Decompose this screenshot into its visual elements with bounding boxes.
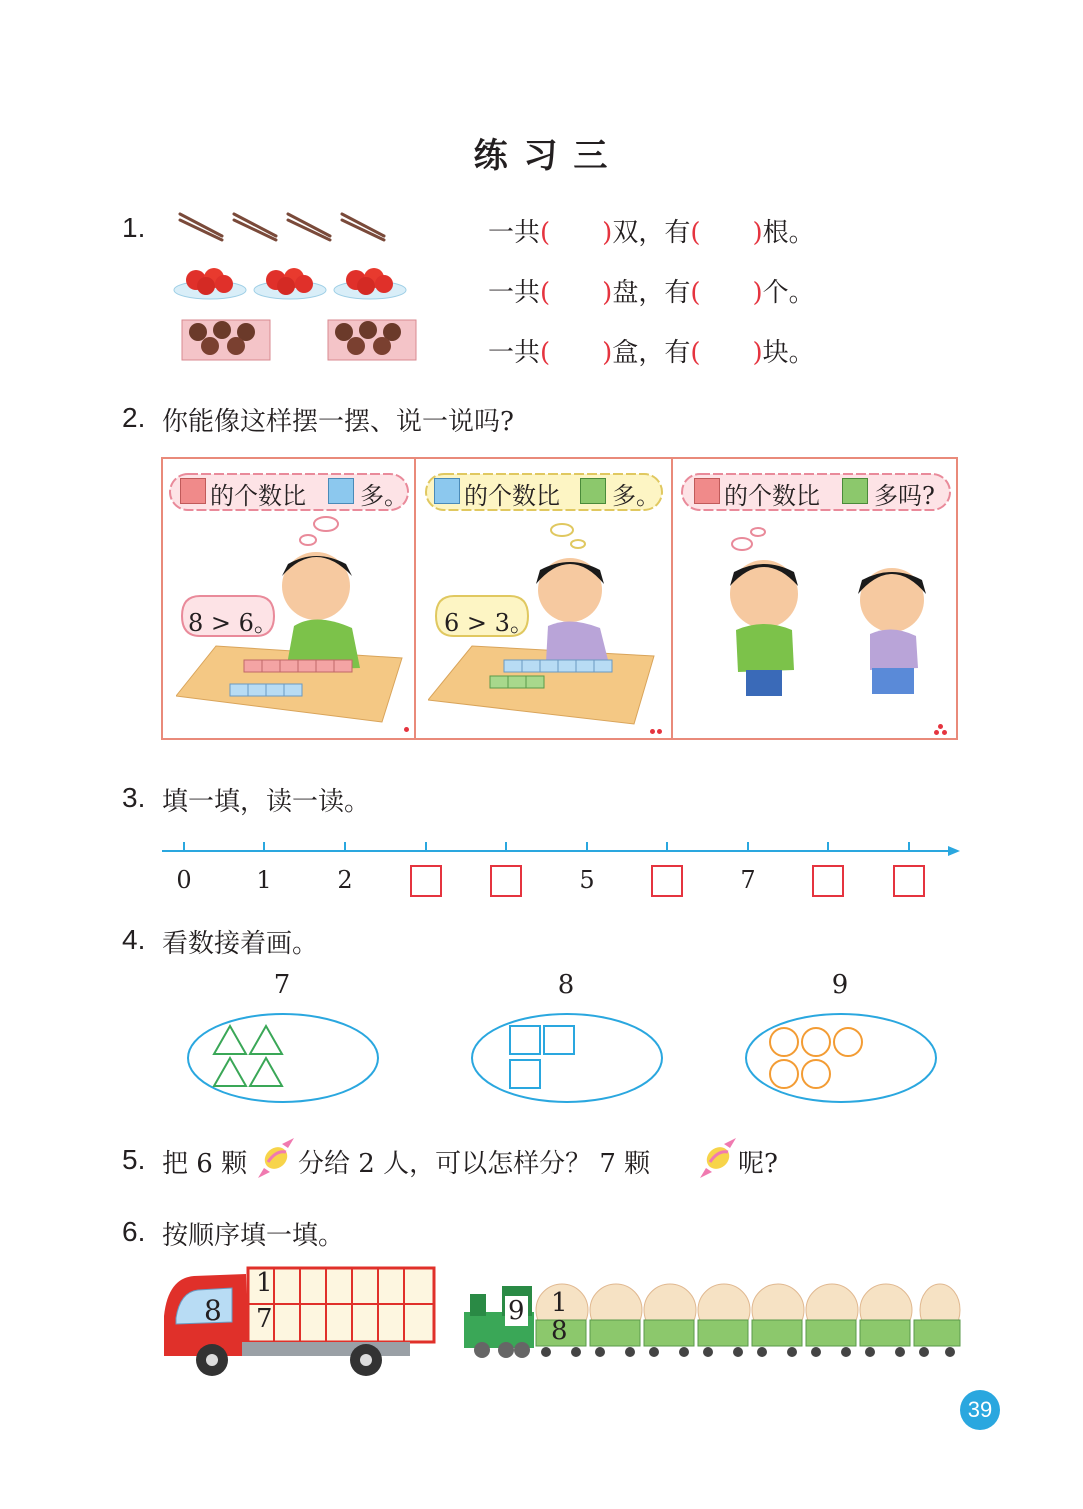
- truck-top-number: 1: [256, 1268, 273, 1298]
- panel-2-bubble-mid: 的个数比: [464, 482, 560, 510]
- question-3-prompt: 填一填，读一读。: [162, 787, 371, 817]
- tomato-plate-icon: [172, 258, 408, 302]
- green-cube-icon: [580, 478, 606, 504]
- number-line: [160, 836, 964, 860]
- square-drawing-area[interactable]: [468, 1010, 666, 1106]
- panel-2-speech: 6 > 3。: [444, 609, 534, 637]
- panel-marker: [657, 729, 662, 734]
- panel-marker: [650, 729, 655, 734]
- number-blank-box[interactable]: [490, 865, 522, 897]
- truck-cab-number: 8: [204, 1294, 222, 1327]
- close-paren: ): [602, 338, 613, 368]
- row-unit: 块。: [762, 338, 815, 368]
- close-paren: ): [752, 218, 763, 248]
- truck-bottom-number: 7: [256, 1304, 273, 1334]
- truck-number-grid[interactable]: [278, 1268, 428, 1340]
- tick-label: 1: [256, 866, 272, 894]
- row-text: 一共: [488, 338, 541, 368]
- circle-drawing-area[interactable]: [742, 1010, 940, 1106]
- cake-box-icon: [178, 312, 418, 364]
- question-5-text-b: 分给 2 人，可以怎样分？ 7 颗: [298, 1149, 651, 1179]
- question-4-prompt: 看数接着画。: [162, 929, 319, 959]
- group-count-label: 8: [557, 970, 575, 1000]
- panel-divider: [671, 458, 673, 739]
- row-unit: 双，有: [612, 218, 691, 248]
- open-paren: (: [540, 338, 551, 368]
- open-paren: (: [690, 218, 701, 248]
- panel-marker: [404, 727, 409, 732]
- row-unit: 根。: [762, 218, 815, 248]
- number-blank-box[interactable]: [410, 865, 442, 897]
- close-paren: ): [602, 218, 613, 248]
- q1-row-cakes: [488, 332, 815, 369]
- question-2-number: 2.: [122, 402, 146, 433]
- pink-cube-icon: [180, 478, 206, 504]
- question-6-number: 6.: [122, 1216, 146, 1247]
- close-paren: ): [752, 278, 763, 308]
- open-paren: (: [540, 278, 551, 308]
- train-illustration: [462, 1280, 962, 1360]
- blue-cube-icon: [434, 478, 460, 504]
- page-number-badge: 39: [960, 1390, 1000, 1430]
- train-engine-number: 9: [505, 1296, 528, 1326]
- triangle-drawing-area[interactable]: [184, 1010, 382, 1106]
- page-title: 练 习 三: [473, 136, 610, 176]
- candy-icon: [698, 1136, 738, 1180]
- question-2-prompt: 你能像这样摆一摆、说一说吗?: [162, 407, 514, 437]
- question-6-prompt: 按顺序填一填。: [162, 1221, 345, 1251]
- panel-marker: [934, 730, 939, 735]
- train-bottom-number: 8: [551, 1316, 568, 1346]
- green-cube-icon: [842, 478, 868, 504]
- question-5-number: 5.: [122, 1144, 146, 1175]
- group-count-label: 7: [273, 970, 291, 1000]
- chopsticks-icon: [176, 208, 390, 244]
- panel-3-bubble-mid: 的个数比: [724, 482, 820, 510]
- panel-1-bubble-mid: 的个数比: [210, 482, 306, 510]
- number-blank-box[interactable]: [812, 865, 844, 897]
- tick-label: 2: [337, 866, 353, 894]
- question-1-number: 1.: [122, 212, 146, 243]
- number-blank-box[interactable]: [651, 865, 683, 897]
- question-3-number: 3.: [122, 782, 146, 813]
- panel-marker: [938, 724, 943, 729]
- panel-1-speech: 8 > 6。: [188, 609, 278, 637]
- panel-1-bubble-end: 多。: [360, 482, 408, 510]
- tick-label: 7: [740, 866, 756, 894]
- row-text: 一共: [488, 218, 541, 248]
- panel-2-bubble-end: 多。: [612, 482, 660, 510]
- row-unit: 盘，有: [612, 278, 691, 308]
- tick-label: 0: [176, 866, 192, 894]
- children-talking-illustration: [712, 524, 948, 700]
- group-count-label: 9: [831, 970, 849, 1000]
- open-paren: (: [690, 338, 701, 368]
- blue-cube-icon: [328, 478, 354, 504]
- question-5-text-c: 呢?: [738, 1149, 778, 1179]
- open-paren: (: [540, 218, 551, 248]
- question-5-text-a: 把 6 颗: [162, 1149, 248, 1179]
- q1-row-tomatoes: [488, 272, 815, 309]
- question-4-number: 4.: [122, 924, 146, 955]
- tick-label: 5: [579, 866, 595, 894]
- open-paren: (: [690, 278, 701, 308]
- close-paren: ): [752, 338, 763, 368]
- q1-row-chopsticks: [488, 212, 815, 249]
- panel-marker: [942, 730, 947, 735]
- row-text: 一共: [488, 278, 541, 308]
- train-top-number: 1: [551, 1288, 568, 1318]
- panel-divider: [414, 458, 416, 739]
- row-unit: 个。: [762, 278, 815, 308]
- close-paren: ): [602, 278, 613, 308]
- candy-icon: [256, 1136, 296, 1180]
- pink-cube-icon: [694, 478, 720, 504]
- panel-3-bubble-end: 多吗?: [874, 482, 935, 510]
- row-unit: 盒，有: [612, 338, 691, 368]
- number-blank-box[interactable]: [893, 865, 925, 897]
